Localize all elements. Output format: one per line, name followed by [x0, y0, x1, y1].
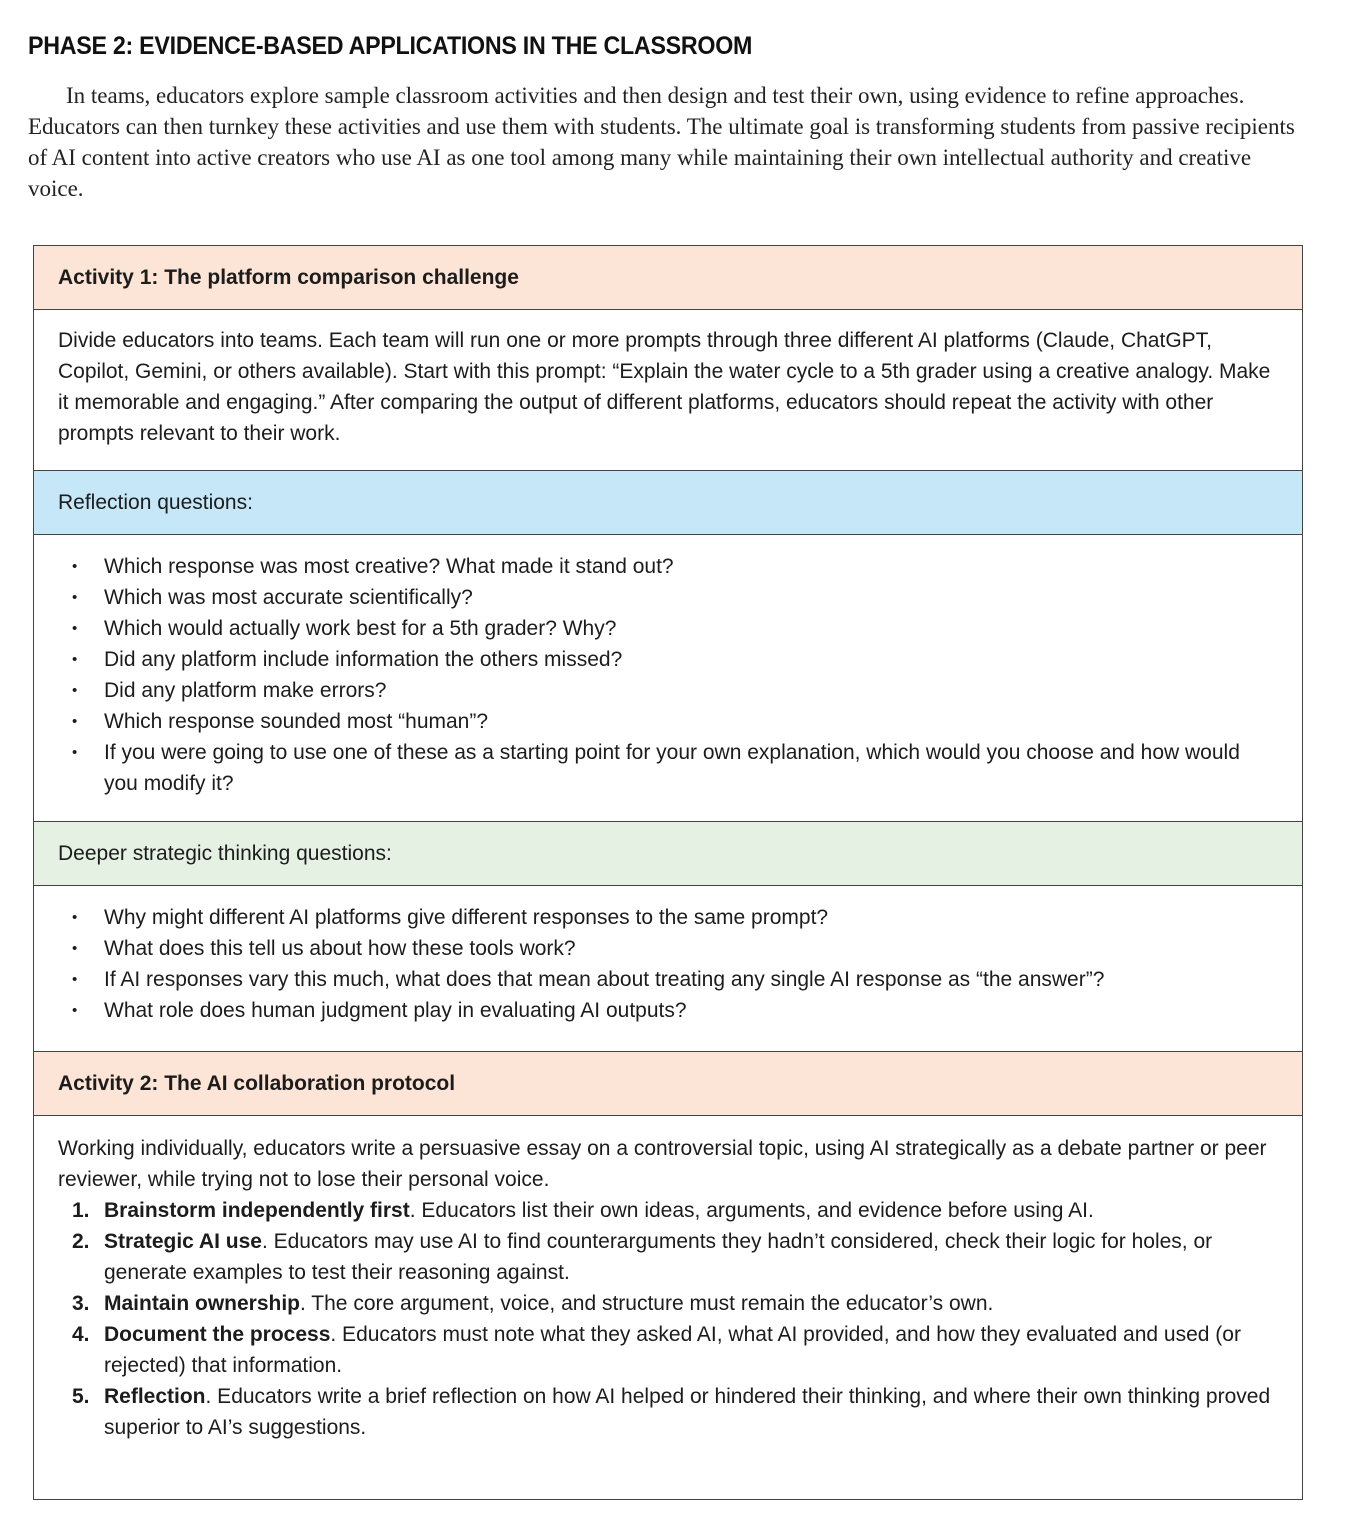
list-item: • Which response sounded most “human”? [58, 706, 1278, 737]
intro-paragraph [28, 80, 1308, 204]
deeper-title: Deeper strategic thinking questions: [58, 841, 392, 865]
reflection-title: Reflection questions: [58, 490, 253, 514]
reflection-questions-list [58, 551, 1278, 799]
list-item [58, 1195, 1278, 1226]
deeper-questions-cell [34, 886, 1302, 1052]
step-label: Brainstorm independently first [104, 1199, 410, 1222]
activity2-content-cell [34, 1116, 1302, 1443]
deeper-questions-list [58, 902, 1278, 1026]
step-text: . Educators may use AI to find counterarguments they hadn’t considered, check their logic for holes, or generate examples to test their reasoning against. [104, 1230, 1213, 1284]
list-item [58, 1226, 1278, 1288]
activity1-title: Activity 1: The platform comparison challenge [58, 265, 519, 289]
step-number: 3. [72, 1292, 90, 1315]
list-item: • Which would actually work best for a 5th grader? Why? [58, 613, 1278, 644]
list-item: • Which was most accurate scientifically? [58, 582, 1278, 613]
step-number: 4. [72, 1323, 90, 1346]
list-item: • What does this tell us about how these tools work? [58, 933, 1278, 964]
reflection-header [34, 471, 1302, 535]
step-text: . Educators write a brief reflection on how AI helped or hindered their thinking, and where their own thinking proved superior to AI’s suggestions. [104, 1385, 1271, 1439]
list-item: • Did any platform include information the others missed? [58, 644, 1278, 675]
activities-table [33, 245, 1303, 1500]
step-number: 1. [72, 1199, 90, 1222]
list-item [58, 1381, 1278, 1443]
list-item: • If you were going to use one of these as a starting point for your own explanation, which would you choose and how would you modify it? [58, 737, 1278, 799]
list-item [58, 1288, 1278, 1319]
list-item: • Why might different AI platforms give different responses to the same prompt? [58, 902, 1278, 933]
step-label: Maintain ownership [104, 1292, 301, 1315]
list-item: • Which response was most creative? What made it stand out? [58, 551, 1278, 582]
step-label: Reflection [104, 1385, 206, 1408]
intro-text: In teams, educators explore sample classroom activities and then design and test their own, using evidence to refine approaches. Educators can then turnkey these activities and use them with students. The ultimate goal is transforming students from passive recipients of AI content into active creators who use AI as one tool among many while maintaining their own intellectual authority and creative voice. [28, 83, 1295, 201]
step-number: 5. [72, 1385, 90, 1408]
step-label: Document the process [104, 1323, 331, 1346]
step-label: Strategic AI use [104, 1230, 262, 1253]
activity2-steps-list [58, 1195, 1278, 1443]
step-text: . The core argument, voice, and structure must remain the educator’s own. [300, 1292, 994, 1315]
activity2-title: Activity 2: The AI collaboration protocol [58, 1071, 456, 1095]
list-item [58, 1319, 1278, 1381]
list-item: • If AI responses vary this much, what does that mean about treating any single AI response as “the answer”? [58, 964, 1278, 995]
activity2-description: Working individually, educators write a persuasive essay on a controversial topic, using AI strategically as a debate partner or peer reviewer, while trying not to lose their personal voice. [58, 1137, 1267, 1191]
list-item: • What role does human judgment play in evaluating AI outputs? [58, 995, 1278, 1026]
page-title: PHASE 2: EVIDENCE-BASED APPLICATIONS IN THE CLASSROOM [28, 32, 753, 60]
list-item: • Did any platform make errors? [58, 675, 1278, 706]
activity1-header [34, 246, 1302, 310]
activity1-description-cell [34, 310, 1302, 471]
activity1-description: Divide educators into teams. Each team will run one or more prompts through three different AI platforms (Claude, ChatGPT, Copilot, Gemini, or others available). Start with this prompt: “Explain the water cycle to a 5th grader using a creative analogy. Make it memorable and engaging.” After comparing the output of different platforms, educators should repeat the activity with other prompts relevant to their work. [58, 329, 1271, 445]
step-text: . Educators list their own ideas, arguments, and evidence before using AI. [409, 1199, 1094, 1222]
deeper-header [34, 822, 1302, 886]
reflection-questions-cell [34, 535, 1302, 822]
step-text: . Educators must note what they asked AI, what AI provided, and how they evaluated and used (or rejected) that information. [104, 1323, 1241, 1377]
activity2-header [34, 1052, 1302, 1116]
step-number: 2. [72, 1230, 90, 1253]
